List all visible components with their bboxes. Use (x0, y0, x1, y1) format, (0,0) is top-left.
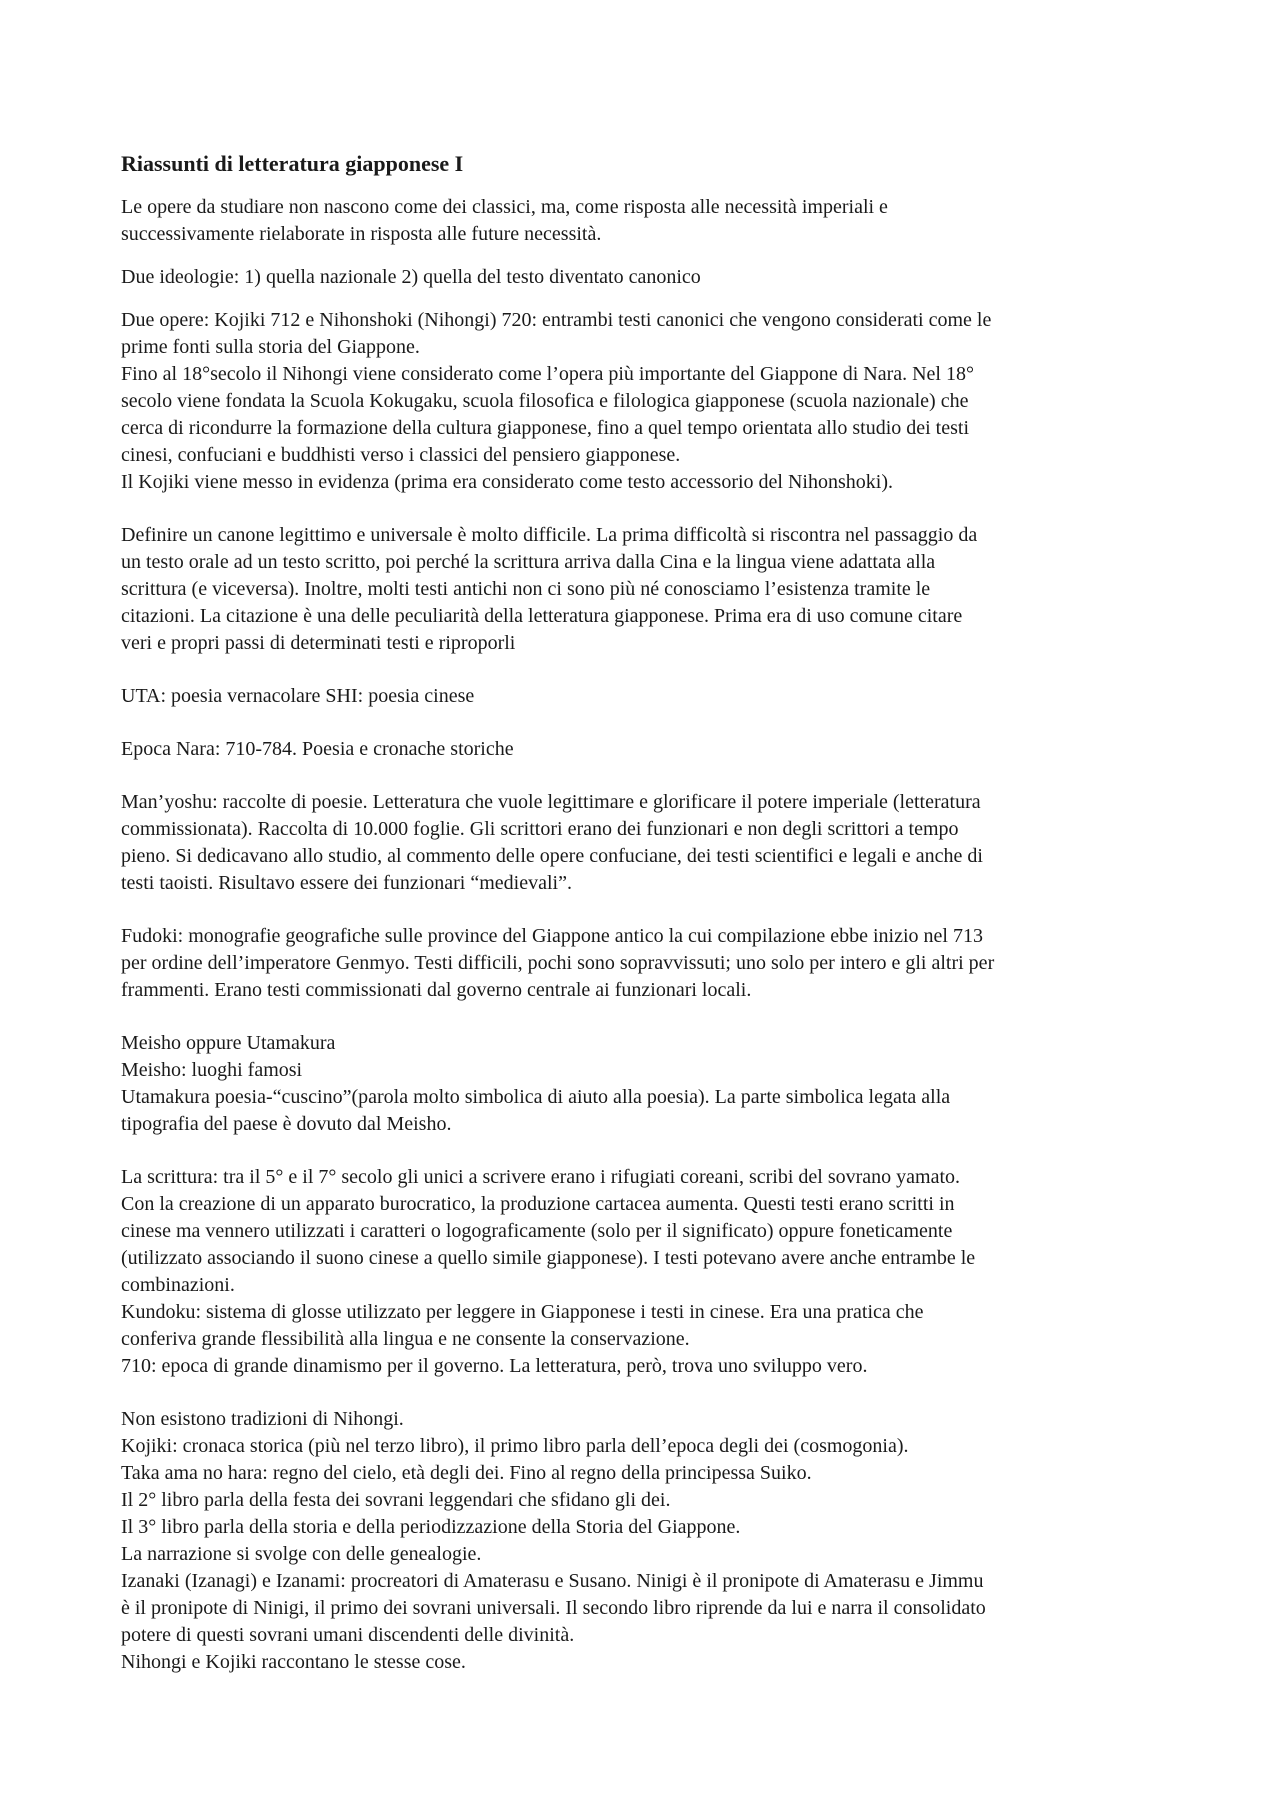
text-line: La narrazione si svolge con delle genealogie. (121, 1543, 482, 1565)
text-line: Nihongi e Kojiki raccontano le stesse cose. (121, 1651, 466, 1673)
text-line: scrittura (e viceversa). Inoltre, molti testi antichi non ci sono più né conosciamo l’esistenza tramite le (121, 578, 931, 600)
text-line: citazioni. La citazione è una delle peculiarità della letteratura giapponese. Prima era di uso comune citare (121, 605, 963, 627)
text-line: prime fonti sulla storia del Giappone. (121, 336, 420, 358)
paragraph-epoca-nara (121, 736, 1171, 763)
text-line: Fino al 18°secolo il Nihongi viene considerato come l’opera più importante del Giappone di Nara. Nel 18° (121, 363, 974, 385)
text-line: un testo orale ad un testo scritto, poi perché la scrittura arriva dalla Cina e la lingua viene adattata alla (121, 551, 936, 573)
text-line: Fudoki: monografie geografiche sulle province del Giappone antico la cui compilazione ebbe inizio nel 713 (121, 925, 983, 947)
text-line: pieno. Si dedicavano allo studio, al commento delle opere confuciane, dei testi scientifici e legali e anche di (121, 845, 983, 867)
text-line: Definire un canone legittimo e universale è molto difficile. La prima difficoltà si riscontra nel passaggio da (121, 524, 978, 546)
text-line: Le opere da studiare non nascono come dei classici, ma, come risposta alle necessità imperiali e (121, 196, 888, 218)
paragraph-fudoki (121, 923, 1171, 1004)
paragraph-nihongi-kojiki (121, 1406, 1171, 1676)
text-line: è il pronipote di Ninigi, il primo dei sovrani universali. Il secondo libro riprende da lui e narra il consolidato (121, 1597, 986, 1619)
document-title: Riassunti di letteratura giapponese I (121, 151, 464, 176)
text-line: tipografia del paese è dovuto dal Meisho. (121, 1113, 452, 1135)
text-line: veri e propri passi di determinati testi e riproporli (121, 632, 516, 654)
paragraph-scrittura (121, 1164, 1171, 1380)
text-line: secolo viene fondata la Scuola Kokugaku, scuola filosofica e filologica giapponese (scuola nazionale) che (121, 390, 969, 412)
paragraph-ideologie (121, 264, 1171, 291)
text-line: Kojiki: cronaca storica (più nel terzo libro), il primo libro parla dell’epoca degli dei (cosmogonia). (121, 1435, 909, 1457)
text-line: Non esistono tradizioni di Nihongi. (121, 1408, 404, 1430)
paragraph-canone (121, 522, 1171, 657)
text-line: Epoca Nara: 710-784. Poesia e cronache storiche (121, 738, 514, 760)
paragraph-uta-shi (121, 683, 1171, 710)
text-line: La scrittura: tra il 5° e il 7° secolo gli unici a scrivere erano i rifugiati coreani, scribi del sovrano yamato. (121, 1166, 961, 1188)
text-line: Due opere: Kojiki 712 e Nihonshoki (Nihongi) 720: entrambi testi canonici che vengono considerati come le (121, 309, 992, 331)
text-line: cerca di ricondurre la formazione della cultura giapponese, fino a quel tempo orientata allo studio dei testi (121, 417, 970, 439)
paragraph-manyoshu (121, 789, 1171, 897)
text-line: Con la creazione di un apparato burocratico, la produzione cartacea aumenta. Questi testi erano scritti in (121, 1193, 955, 1215)
text-line: successivamente rielaborate in risposta alle future necessità. (121, 223, 602, 245)
text-line: Kundoku: sistema di glosse utilizzato per leggere in Giapponese i testi in cinese. Era una pratica che (121, 1301, 924, 1323)
text-line: frammenti. Erano testi commissionati dal governo centrale ai funzionari locali. (121, 979, 752, 1001)
text-line: potere di questi sovrani umani discendenti delle divinità. (121, 1624, 575, 1646)
text-line: Man’yoshu: raccolte di poesie. Letteratura che vuole legittimare e glorificare il potere imperiale (letteratura (121, 791, 981, 813)
text-line: Izanaki (Izanagi) e Izanami: procreatori di Amaterasu e Susano. Ninigi è il pronipote di Amaterasu e Jimmu (121, 1570, 984, 1592)
text-line: UTA: poesia vernacolare SHI: poesia cinese (121, 685, 475, 707)
text-line: Il 3° libro parla della storia e della periodizzazione della Storia del Giappone. (121, 1516, 741, 1538)
text-line: Utamakura poesia-“cuscino”(parola molto simbolica di aiuto alla poesia). La parte simbolica legata alla (121, 1086, 951, 1108)
paragraph-opere (121, 307, 1171, 496)
text-line: cinese ma vennero utilizzati i caratteri o logograficamente (solo per il significato) oppure foneticamente (121, 1220, 953, 1242)
text-line: testi taoisti. Risultavo essere dei funzionari “medievali”. (121, 872, 572, 894)
text-line: Meisho oppure Utamakura (121, 1032, 336, 1054)
text-line: per ordine dell’imperatore Genmyo. Testi difficili, pochi sono sopravvissuti; uno solo per intero e gli altri per (121, 952, 995, 974)
text-line: cinesi, confuciani e buddhisti verso i classici del pensiero giapponese. (121, 444, 681, 466)
text-line: Taka ama no hara: regno del cielo, età degli dei. Fino al regno della principessa Suiko. (121, 1462, 812, 1484)
text-line: Il 2° libro parla della festa dei sovrani leggendari che sfidano gli dei. (121, 1489, 671, 1511)
text-line: combinazioni. (121, 1274, 235, 1296)
text-line: conferiva grande flessibilità alla lingua e ne consente la conservazione. (121, 1328, 690, 1350)
paragraph-meisho (121, 1030, 1171, 1138)
text-line: Il Kojiki viene messo in evidenza (prima era considerato come testo accessorio del Nihonshoki). (121, 471, 893, 493)
text-line: 710: epoca di grande dinamismo per il governo. La letteratura, però, trova uno sviluppo vero. (121, 1355, 868, 1377)
paragraph-intro (121, 194, 1171, 248)
text-line: Meisho: luoghi famosi (121, 1059, 303, 1081)
text-line: Due ideologie: 1) quella nazionale 2) quella del testo diventato canonico (121, 266, 701, 288)
text-line: commissionata). Raccolta di 10.000 foglie. Gli scrittori erano dei funzionari e non degli scrittori a tempo (121, 818, 959, 840)
text-line: (utilizzato associando il suono cinese a quello simile giapponese). I testi potevano avere anche entrambe le (121, 1247, 976, 1269)
document-body (121, 150, 1171, 1676)
